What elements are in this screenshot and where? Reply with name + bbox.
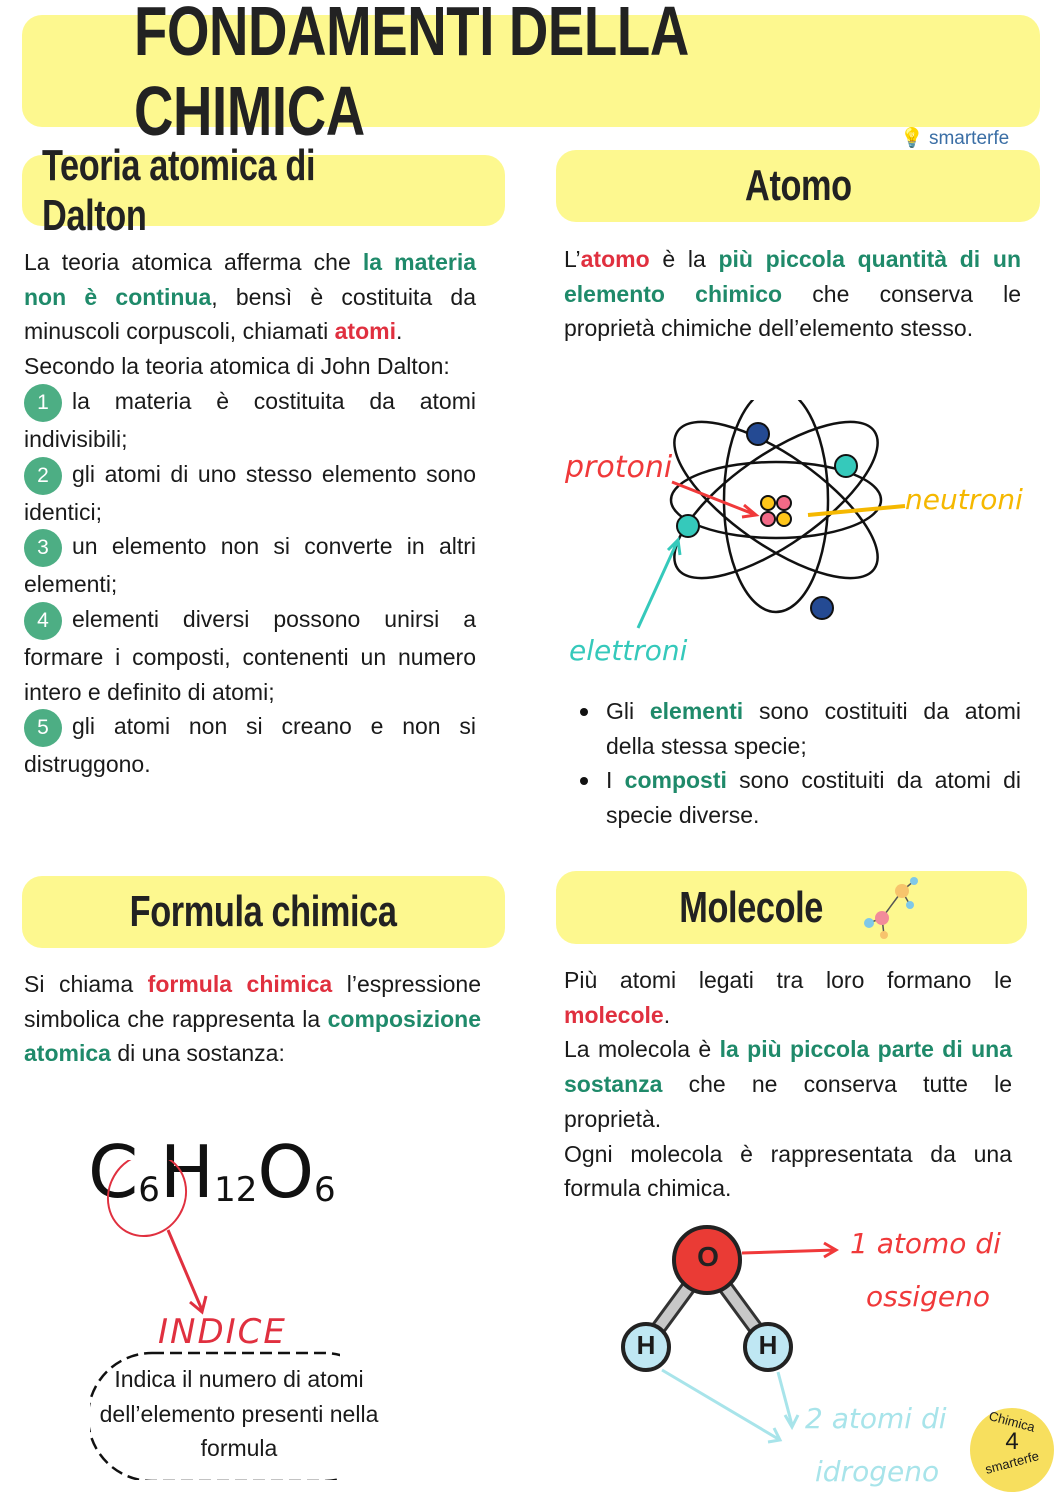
electron: [677, 515, 699, 537]
oxygen-arrow: [742, 1243, 836, 1257]
elettroni-label: elettroni: [569, 634, 688, 667]
text-segment: La teoria atomica afferma che: [24, 249, 363, 275]
indice-label: INDICE: [158, 1312, 287, 1352]
orbit: [652, 400, 900, 606]
hydrogen-label: H: [758, 1330, 778, 1360]
highlight-green: la materia non è continua: [24, 249, 476, 310]
hydrogen-note-2: idrogeno: [815, 1455, 940, 1488]
formula-heading-text: Formula chimica: [130, 887, 397, 936]
highlight-green: elementi: [649, 698, 744, 724]
dalton-item: [24, 529, 476, 602]
highlight-red: atomi: [334, 318, 396, 345]
badge-subject: Chimica: [987, 1408, 1037, 1435]
carbon-symbol: C: [88, 1130, 139, 1214]
text-segment: che ne conserva tutte le proprietà.: [564, 1071, 1012, 1132]
text-segment: Più atomi legati tra loro formano le: [564, 967, 1012, 993]
dalton-item-text: la materia è costituita da atomi indivisibili;: [24, 387, 476, 452]
hydrogen-symbol: H: [159, 1130, 215, 1214]
dalton-item-text: un elemento non si converte in altri elementi;: [24, 533, 476, 598]
hydrogen-index: 12: [214, 1170, 258, 1211]
molecole-heading-text: Molecole: [679, 882, 824, 932]
highlight-red: atomo: [580, 246, 650, 272]
oxygen-note-2: ossigeno: [866, 1280, 990, 1313]
neutron: [777, 512, 791, 526]
bulb-icon: 💡: [900, 128, 924, 149]
carbon-index: 6: [138, 1170, 160, 1211]
highlight-red: formula chimica: [147, 971, 333, 997]
dalton-intro: [24, 245, 476, 349]
atomo-heading: [556, 150, 1040, 222]
text-segment: , bensì è costituita da minuscoli corpuscoli, chiamati: [24, 283, 476, 345]
dalton-item: [24, 709, 476, 782]
dalton-item: [24, 457, 476, 530]
dalton-item-text: gli atomi di uno stesso elemento sono identici;: [24, 460, 476, 525]
oxygen-label: O: [697, 1241, 719, 1272]
number-badge: 4: [24, 602, 62, 640]
text-segment: Si chiama: [24, 971, 148, 997]
proton: [777, 496, 791, 510]
oxygen-index: 6: [314, 1170, 336, 1211]
bullet-item: [564, 763, 1021, 832]
text-segment: sono costituiti da atomi di specie diverse.: [606, 767, 1021, 829]
molecule-icon: [854, 873, 924, 943]
highlight-green: composti: [624, 767, 727, 794]
index-circle: [93, 1160, 201, 1250]
indice-arrow: [168, 1230, 206, 1312]
orbit: [652, 400, 900, 606]
electron: [811, 597, 833, 619]
brand-text: smarterfe: [928, 128, 1010, 149]
badge-brand: smarterfe: [983, 1448, 1041, 1477]
text-segment: sono costituiti da atomi della stessa specie;: [606, 698, 1022, 759]
text-segment: Ogni molecola è rappresentata da una formula chimica.: [564, 1140, 1012, 1202]
text-segment: I: [606, 767, 625, 794]
highlight-green: composizione atomica: [24, 1005, 481, 1067]
oxygen-symbol: O: [257, 1130, 314, 1214]
number-badge: 2: [24, 457, 62, 495]
text-segment: L’: [564, 246, 581, 272]
neutroni-label: neutroni: [905, 483, 1023, 516]
atomo-intro: [564, 242, 1021, 346]
text-segment: è la: [649, 246, 719, 272]
highlight-green: più piccola quantità di un elemento chimico: [564, 246, 1021, 307]
molecole-intro: [564, 963, 1012, 1206]
formula-intro: [24, 967, 481, 1071]
hydrogen-arrow: [662, 1370, 780, 1442]
neutron: [761, 496, 775, 510]
dalton-item: [24, 384, 476, 457]
title-text: FONDAMENTI DELLA CHIMICA: [133, 0, 687, 150]
dalton-second: Secondo la teoria atomica di John Dalton:: [24, 353, 450, 380]
atomo-bullets: [564, 694, 1021, 833]
text-segment: l’espressione simbolica che rappresenta la: [24, 971, 481, 1032]
hydrogen-label: H: [636, 1330, 656, 1360]
hydrogen-note-1: 2 atomi di: [805, 1402, 947, 1435]
indice-note: Indica il numero di atomi dell’elemento presenti nella formula: [99, 1366, 379, 1462]
dalton-list: [24, 384, 476, 782]
protoni-arrow: [672, 482, 756, 517]
electron: [835, 455, 857, 477]
brand-logo: [900, 126, 1009, 150]
page-number: 4: [1005, 1428, 1019, 1455]
number-badge: 1: [24, 384, 62, 422]
orbit: [724, 400, 828, 612]
hydrogen-arrow: [778, 1372, 798, 1427]
text-segment: La molecola è: [564, 1036, 720, 1063]
highlight-green: la più piccola parte di una sostanza: [564, 1036, 1012, 1098]
dalton-item-text: gli atomi non si creano e non si distruggono.: [24, 713, 476, 778]
proton: [761, 512, 775, 526]
number-badge: 5: [24, 709, 62, 747]
text-segment: che conserva le proprietà chimiche dell’elemento stesso.: [564, 280, 1021, 342]
electron: [747, 423, 769, 445]
protoni-label: protoni: [565, 450, 673, 485]
atomo-heading-text: Atomo: [744, 161, 852, 210]
dalton-heading-text: Teoria atomica di Dalton: [42, 140, 316, 240]
formula-heading: [22, 876, 505, 948]
dalton-item-text: elementi diversi possono unirsi a formare i composti, contenenti un numero intero e definito di atomi;: [24, 606, 476, 705]
molecole-heading: [556, 871, 1027, 944]
page-badge: [970, 1408, 1054, 1492]
number-badge: 3: [24, 529, 62, 567]
text-segment: di una sostanza:: [110, 1040, 285, 1067]
dalton-text: [24, 245, 476, 782]
highlight-red: molecole: [564, 1001, 664, 1028]
text-segment: .: [663, 1001, 671, 1028]
bullet-item: [564, 694, 1021, 763]
dalton-item: [24, 602, 476, 709]
text-segment: Gli: [606, 698, 650, 724]
dalton-heading: [22, 140, 505, 240]
oxygen-note-1: 1 atomo di: [850, 1227, 1001, 1260]
text-segment: .: [395, 318, 403, 345]
